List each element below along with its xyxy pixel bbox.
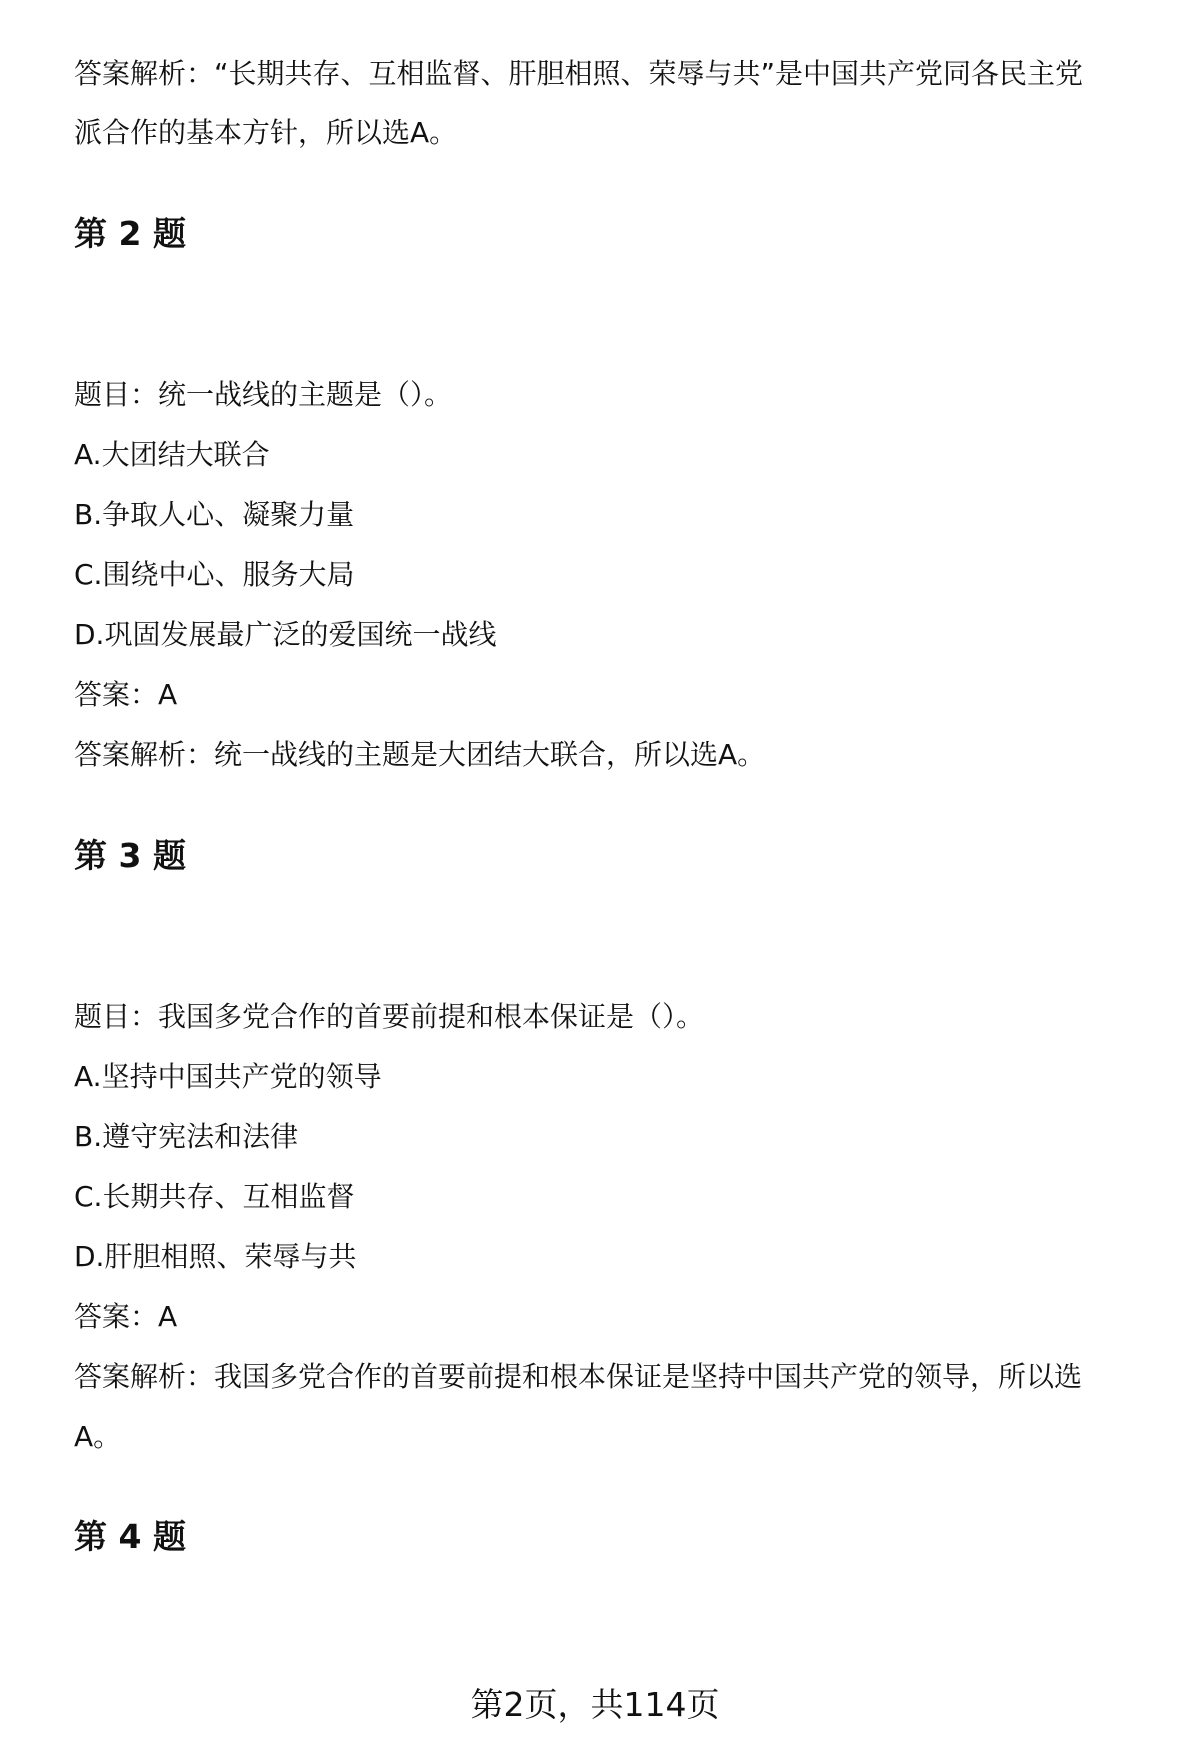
q3-option-a: A.坚持中国共产党的领导 — [74, 1060, 382, 1093]
q2-option-c: C.围绕中心、服务大局 — [74, 558, 355, 591]
q3-heading: 第 3 题 — [74, 836, 186, 875]
q3-option-c: C.长期共存、互相监督 — [74, 1180, 355, 1213]
q2-question: 题目：统一战线的主题是（）。 — [74, 378, 453, 411]
q2-option-d: D.巩固发展最广泛的爱国统一战线 — [74, 618, 497, 651]
q3-answer: 答案：A — [74, 1300, 178, 1333]
q2-option-a: A.大团结大联合 — [74, 438, 270, 471]
q3-explanation-line1: 答案解析：我国多党合作的首要前提和根本保证是坚持中国共产党的领导，所以选 — [74, 1360, 1083, 1393]
q2-answer: 答案：A — [74, 678, 178, 711]
q2-heading: 第 2 题 — [74, 214, 186, 253]
q1-explanation-line2: 派合作的基本方针，所以选A。 — [74, 116, 458, 149]
q4-heading: 第 4 题 — [74, 1517, 186, 1556]
q3-option-b: B.遵守宪法和法律 — [74, 1120, 299, 1153]
q2-explanation: 答案解析：统一战线的主题是大团结大联合，所以选A。 — [74, 738, 766, 771]
page-number-footer: 第2页，共114页 — [470, 1685, 720, 1724]
q1-explanation-line1: 答案解析：“长期共存、互相监督、肝胆相照、荣辱与共”是中国共产党同各民主党 — [74, 57, 1084, 90]
q2-option-b: B.争取人心、凝聚力量 — [74, 498, 355, 531]
q3-explanation-line2: A。 — [74, 1420, 122, 1453]
q3-question: 题目：我国多党合作的首要前提和根本保证是（）。 — [74, 1000, 705, 1033]
q3-option-d: D.肝胆相照、荣辱与共 — [74, 1240, 357, 1273]
